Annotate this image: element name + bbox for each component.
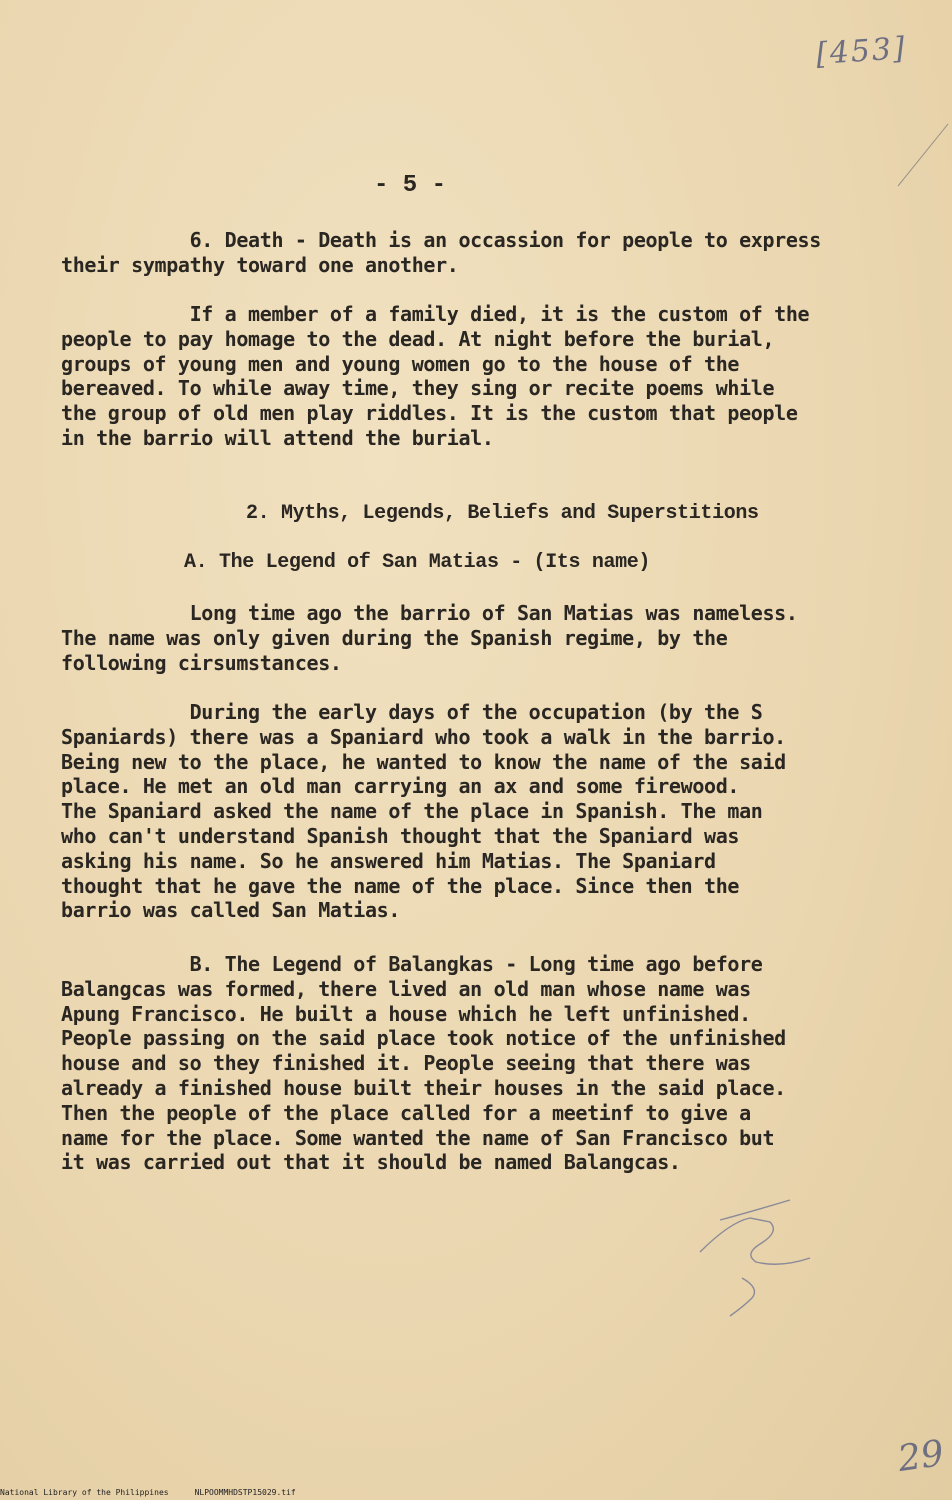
paragraph-death-custom: If a member of a family died, it is the custom of the people to pay homage to the dead. At night before the burial, groups of young men and young women go to the house of the bereaved. To while away time, they sing or recite poems while the group of old men play riddles. It is the custom that people in the barrio will attend the burial. <box>61 302 810 450</box>
handwritten-signature <box>660 1182 840 1322</box>
archive-stamp-number: [453] <box>814 30 908 73</box>
section-heading-myths: 2. Myths, Legends, Beliefs and Superstitions <box>246 502 759 525</box>
archive-footer <box>0 1488 322 1497</box>
paragraph-legend-b: B. The Legend of Balangkas - Long time ago before Balangcas was formed, there lived an old man whose name was Apung Francisco. He built a house which he left unfinished. People passing on the said place took notice of the unfinished house and so they finished it. People seeing that there was already a finished house built their houses in the said place. Then the people of the place called for a meetinf to give a name for the place. Some wanted the name of San Francisco but it was carried out that it should be named Balangcas. <box>61 952 786 1175</box>
pencil-mark <box>890 120 950 190</box>
paragraph-legend-a-story: During the early days of the occupation (by the S Spaniards) there was a Spaniard who took a walk in the barrio. Being new to the place, he wanted to know the name of the said place. He met an old man carrying an ax and some firewood. The Spaniard asked the name of the place in Spanish. The man who can't understand Spanish thought that the Spaniard was asking his name. So he answered him Matias. The Spaniard thought that he gave the name of the place. Since then the barrio was called San Matias. <box>61 700 786 923</box>
paragraph-death: 6. Death - Death is an occassion for people to express their sympathy toward one another. <box>61 228 821 277</box>
paragraph-legend-a-origin: Long time ago the barrio of San Matias was nameless. The name was only given during the Spanish regime, by the following cirsumstances. <box>61 601 798 675</box>
legend-a-heading: A. The Legend of San Matias - (Its name) <box>184 551 651 574</box>
footer-library: National Library of the Philippines <box>0 1488 169 1497</box>
page-number: - 5 - <box>373 172 446 199</box>
footer-filename: NLPOOMMHDSTP15029.tif <box>194 1488 296 1497</box>
handwritten-page-count: 29 <box>895 1433 947 1480</box>
